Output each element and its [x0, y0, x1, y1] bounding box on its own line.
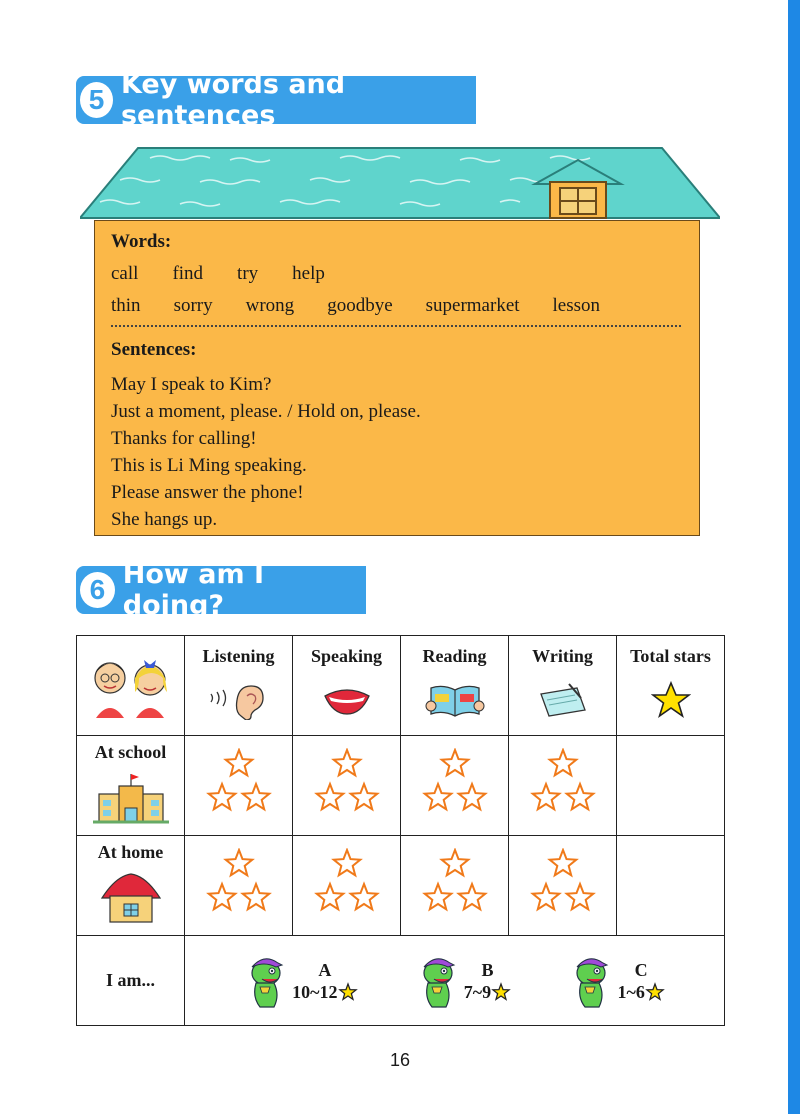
- stars-home-listening[interactable]: [185, 836, 293, 936]
- rating-grade: A: [318, 959, 332, 980]
- roof-illustration: [80, 146, 720, 226]
- word: lesson: [552, 295, 601, 316]
- dinosaur-icon: [416, 953, 460, 1009]
- section-5-header: [76, 69, 476, 131]
- sentence: This is Li Ming speaking.: [111, 455, 307, 476]
- rating-grade: B: [481, 959, 494, 980]
- total-home-cell[interactable]: [617, 836, 725, 936]
- outline-star: [441, 850, 468, 875]
- word: try: [237, 263, 259, 284]
- section-6-title: How am I doing?: [122, 559, 265, 621]
- sentence: Just a moment, please. / Hold on, please.: [111, 401, 421, 422]
- sentences-label: Sentences:: [111, 339, 197, 360]
- stars-home-writing[interactable]: [509, 836, 617, 936]
- kids-icon: [86, 648, 176, 718]
- stars-school-speaking[interactable]: [293, 736, 401, 836]
- stars-school-reading[interactable]: [401, 736, 509, 836]
- self-assessment-table: [76, 635, 725, 1026]
- dinosaur-icon: [569, 953, 613, 1009]
- book-icon: [425, 680, 485, 720]
- outline-star: [424, 884, 451, 909]
- row-at-school: [77, 736, 185, 836]
- col-writing: [509, 636, 617, 736]
- row-at-home: [77, 836, 185, 936]
- col-label: Total stars: [630, 646, 711, 666]
- three-stars-icon: [199, 848, 279, 918]
- rating-range: 1~6: [617, 981, 645, 1002]
- words-row-2: [111, 295, 633, 317]
- stars-home-reading[interactable]: [401, 836, 509, 936]
- outline-star: [350, 784, 377, 809]
- section-6-number: 6: [80, 572, 115, 608]
- sentences-list: [111, 371, 421, 533]
- rating-a: [244, 953, 357, 1009]
- rating-grade: C: [634, 959, 648, 980]
- star-icon: [645, 982, 665, 1002]
- outline-star: [316, 784, 343, 809]
- outline-star: [532, 784, 559, 809]
- key-words-panel: [94, 220, 700, 536]
- rating-c: [569, 953, 664, 1009]
- outline-star: [333, 750, 360, 775]
- word: thin: [111, 295, 141, 316]
- outline-star: [242, 784, 269, 809]
- section-5-title: Key words and sentences: [120, 69, 346, 131]
- outline-star: [208, 884, 235, 909]
- rating-range: 10~12: [292, 981, 338, 1002]
- row-label: At school: [94, 742, 167, 762]
- word: wrong: [245, 295, 295, 316]
- page-number: 16: [389, 1050, 411, 1070]
- notebook-icon: [533, 680, 593, 720]
- ear-icon: [209, 680, 269, 720]
- outline-star: [566, 884, 593, 909]
- three-stars-icon: [523, 848, 603, 918]
- col-total-stars: [617, 636, 725, 736]
- dinosaur-icon: [244, 953, 288, 1009]
- outline-star: [424, 784, 451, 809]
- sentence: She hangs up.: [111, 509, 218, 530]
- total-school-cell[interactable]: [617, 736, 725, 836]
- word: sorry: [173, 295, 213, 316]
- outline-star: [350, 884, 377, 909]
- outline-star: [566, 784, 593, 809]
- outline-star: [549, 850, 576, 875]
- col-label: Listening: [202, 646, 275, 666]
- section-6-header: [76, 559, 366, 621]
- words-label: Words:: [111, 231, 172, 252]
- outline-star: [316, 884, 343, 909]
- outline-star: [441, 750, 468, 775]
- star-icon: [338, 982, 358, 1002]
- star-icon: [651, 680, 691, 720]
- col-label: Reading: [422, 646, 487, 666]
- dotted-divider: [111, 325, 681, 327]
- three-stars-icon: [307, 748, 387, 818]
- col-label: Writing: [532, 646, 593, 666]
- sentence: May I speak to Kim?: [111, 374, 272, 395]
- word: supermarket: [425, 295, 520, 316]
- outline-star: [225, 850, 252, 875]
- kids-cell: [77, 636, 185, 736]
- outline-star: [532, 884, 559, 909]
- outline-star: [208, 784, 235, 809]
- rating-range: 7~9: [463, 981, 492, 1002]
- word: find: [172, 263, 204, 284]
- outline-star: [242, 884, 269, 909]
- outline-star: [549, 750, 576, 775]
- star-icon: [491, 982, 511, 1002]
- three-stars-icon: [307, 848, 387, 918]
- rating-legend: [185, 936, 725, 1026]
- three-stars-icon: [415, 848, 495, 918]
- stars-school-writing[interactable]: [509, 736, 617, 836]
- stars-school-listening[interactable]: [185, 736, 293, 836]
- three-stars-icon: [415, 748, 495, 818]
- stars-home-speaking[interactable]: [293, 836, 401, 936]
- col-label: Speaking: [310, 646, 383, 666]
- row-label: At home: [97, 842, 164, 862]
- word: goodbye: [327, 295, 393, 316]
- i-am-label: I am...: [77, 936, 185, 1026]
- col-speaking: [293, 636, 401, 736]
- school-icon: [93, 772, 169, 826]
- three-stars-icon: [199, 748, 279, 818]
- col-listening: [185, 636, 293, 736]
- col-reading: [401, 636, 509, 736]
- outline-star: [458, 884, 485, 909]
- rating-b: [416, 953, 511, 1009]
- section-5-number: 5: [80, 82, 113, 118]
- mouth-icon: [317, 680, 377, 720]
- outline-star: [458, 784, 485, 809]
- sentence: Thanks for calling!: [111, 428, 257, 449]
- word: help: [292, 263, 325, 284]
- page-edge-strip: [788, 0, 800, 1114]
- words-row-1: [111, 263, 359, 285]
- house-icon: [98, 872, 164, 926]
- word: call: [111, 263, 139, 284]
- three-stars-icon: [523, 748, 603, 818]
- outline-star: [225, 750, 252, 775]
- outline-star: [333, 850, 360, 875]
- sentence: Please answer the phone!: [111, 482, 304, 503]
